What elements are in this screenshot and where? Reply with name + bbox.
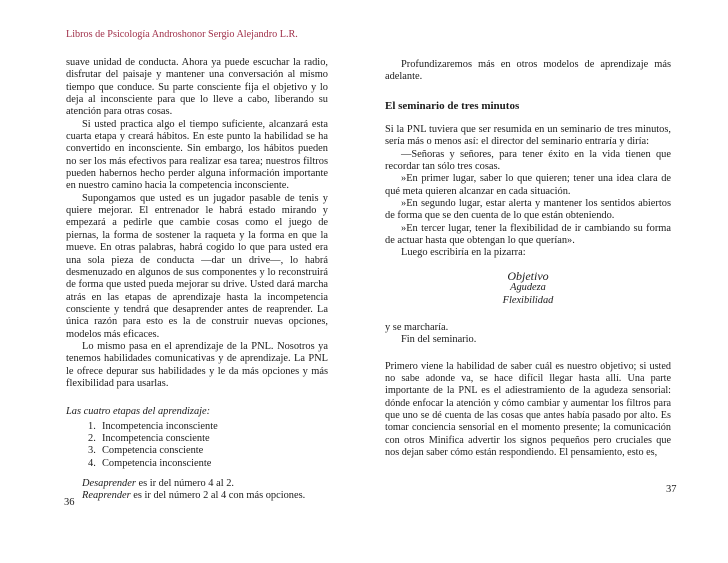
paragraph: Primero viene la habilidad de saber cuál es nuestro objetivo; si usted no sabe adonde va, se hace difícil llegar hasta allí. Una parte importante de la PNL es el adiestramiento de la agudeza sensorial: dónde enfocar la atención y cómo cambiar y aumentar los filtros para que uno se dé cuenta de las cosas que antes había pasado por alto. Es tomar conciencia sensorial en el momento presente; la comunicación con otros Minifica advertir los signos pequeños pero cruciales que nos dejan saber cómo están respondiendo. El pensamiento, esto es, xyxy=(385,360,671,458)
right-column xyxy=(385,59,671,459)
paragraph: »En segundo lugar, estar alerta y mantener los sentidos abiertos de forma que se den cuenta de lo que están obteniendo. xyxy=(385,198,671,222)
paragraph: Lo mismo pasa en el aprendizaje de la PNL. Nosotros ya tenemos habilidades comunicativas y de aprendizaje. La PNL le ofrece depurar sus habilidades y le da más opciones y más flexibilidad para usarlas. xyxy=(66,340,328,389)
board-word: Flexibilidad xyxy=(502,294,554,306)
left-column xyxy=(66,57,328,503)
right-page xyxy=(364,0,728,563)
paragraph: »En primer lugar, saber lo que quieren; tener una idea clara de qué meta quieren alcanzar en cada situación. xyxy=(385,173,671,197)
list-title: Las cuatro etapas del aprendizaje: xyxy=(66,406,211,418)
page-number: 37 xyxy=(666,484,677,495)
paragraph: Supongamos que usted es un jugador pasable de tenis y quiere mejorar. El entrenador le habrá estado mirando y empezará a pedirle que cambie cosas como el juego de piernas, la forma de sostener la raqueta y la forma en que la mueve. En otras palabras, habrá cogido lo que para usted era una sola pieza de conducta —dar un drive—, lo habrá desmenuzado en algunos de sus componentes y lo reconstruirá de forma que usted pueda mejorar su drive. Usted dará marcha atrás en las etapas de aprendizaje hasta la incompetencia consciente y tendrá que desaprender antes de reaprender. La única razón para esto es la de construir nuevas opciones, modelos más eficaces. xyxy=(66,192,328,340)
paragraph: Profundizaremos más en otros modelos de aprendizaje más adelante. xyxy=(385,59,671,83)
list-item: 2. Incompetencia consciente xyxy=(88,432,210,444)
definition-reaprender: Reaprender es ir del número 2 al 4 con más opciones. xyxy=(82,490,306,502)
paragraph: —Señoras y señores, para tener éxito en la vida tienen que recordar tan sólo tres cosas. xyxy=(385,148,671,173)
board-word: Objetivo xyxy=(507,268,549,283)
paragraph: y se marcharía. xyxy=(385,321,449,333)
paragraph: suave unidad de conducta. Ahora ya puede escuchar la radio, disfrutar del paisaje y mantener una conversación al mismo tiempo que conduce. Su parte consciente fija el objetivo y lo deja al inconsciente para que lo lleve a cabo, liberando su atención para otras cosas. xyxy=(66,57,328,118)
running-header: Libros de Psicología Androshonor Sergio Alejandro L.R. xyxy=(66,29,298,40)
board-word: Agudeza xyxy=(510,282,546,294)
list-item: 4. Competencia inconsciente xyxy=(88,457,212,469)
stages-list xyxy=(88,421,328,470)
paragraph: Luego escribiría en la pizarra: xyxy=(401,247,526,259)
paragraph: »En tercer lugar, tener la flexibilidad de ir cambiando su forma de actuar hasta que obtengan lo que querían». xyxy=(385,222,671,247)
section-heading: El seminario de tres minutos xyxy=(385,99,520,112)
paragraph: Fin del seminario. xyxy=(401,334,477,346)
list-item: 1. Incompetencia inconsciente xyxy=(88,420,218,432)
paragraph: Si usted practica algo el tiempo suficiente, alcanzará esta cuarta etapa y creará hábitos. En este punto la habilidad se ha convertido en inconsciente. Sin embargo, los hábitos pueden no ser los más efectivos para realizar esa tarea; nuestros filtros pueden habernos hecho perder alguna información importante en nuestro camino hacia la competencia inconsciente. xyxy=(66,118,328,192)
page-number: 36 xyxy=(64,497,75,508)
paragraph: Si la PNL tuviera que ser resumida en un seminario de tres minutos, sería más o menos así: el director del seminario entraría y diría: xyxy=(385,124,671,148)
definition-desaprender: Desaprender es ir del número 4 al 2. xyxy=(82,478,234,489)
list-item: 3. Competencia consciente xyxy=(88,445,204,457)
